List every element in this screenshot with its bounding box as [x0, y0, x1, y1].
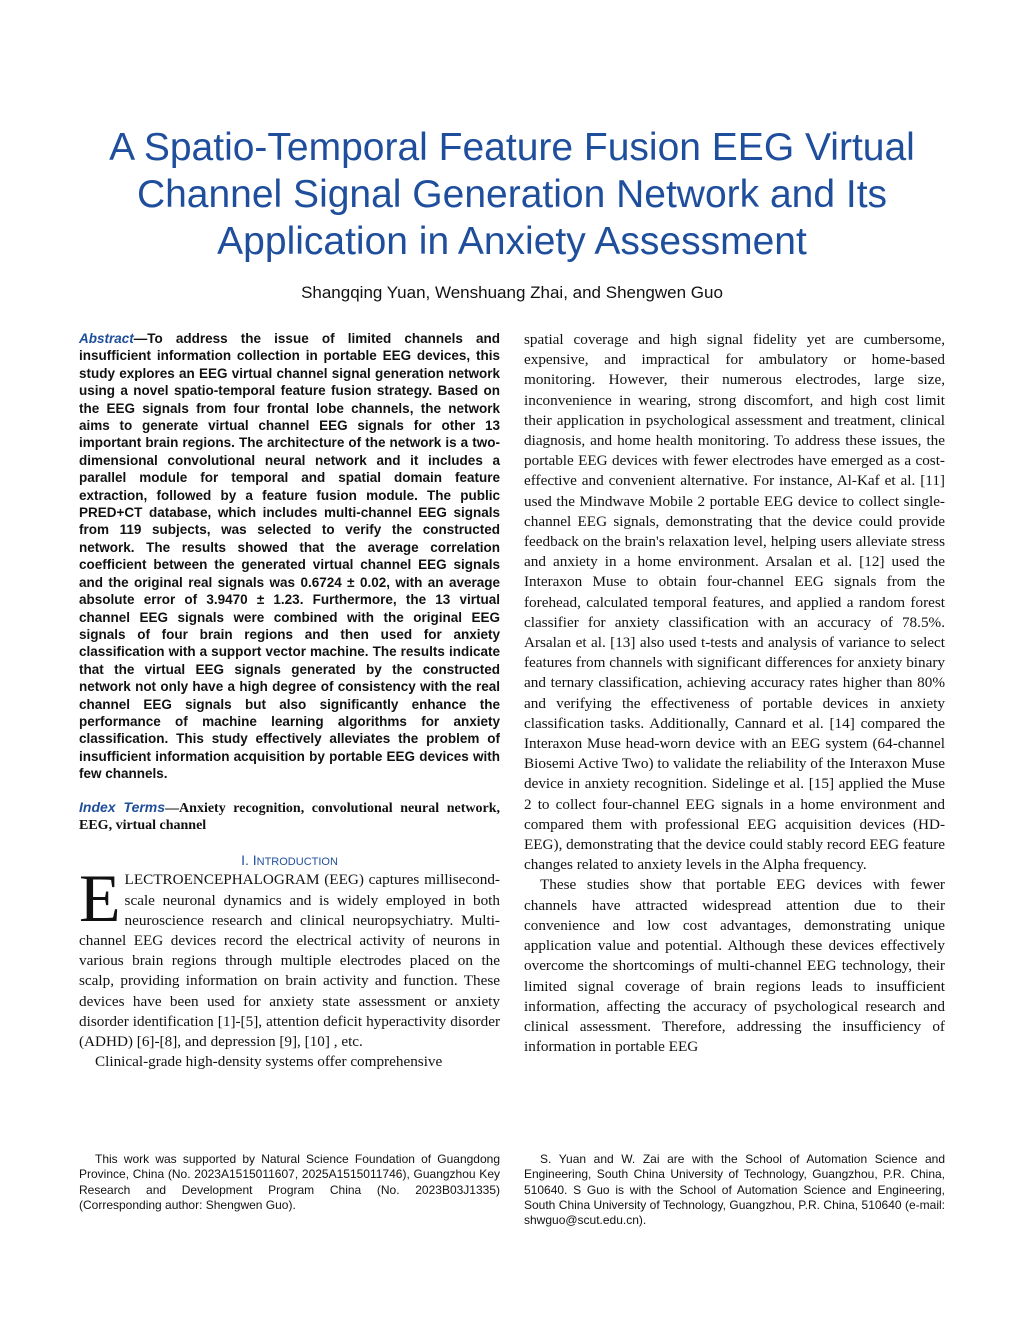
abstract-text: —To address the issue of limited channels and insufficient information collection in portable EEG devices, this study explores an EEG virtual channel signal generation network using a novel spatio-temporal feature fusion strategy. Based on the EEG signals from four frontal lobe channels, the network aims to generate virtual channel EEG signals for other 13 important brain regions. The architecture of the network is a two-dimensional convolutional neural network and it includes a parallel module for temporal and spatial domain feature extraction, followed by a feature fusion module. The public PRED+CT database, which includes multi-channel EEG signals from 119 subjects, was selected to verify the constructed network. The results showed that the average correlation coefficient between the generated virtual channel EEG signals and the original real signals was 0.6724 ± 0.02, with an average absolute error of 3.9470 ± 1.23. Furthermore, the 13 virtual channel EEG signals were combined with the original EEG signals of four brain regions and then used for anxiety classification with a support vector machine. The results indicate that the virtual EEG signals generated by the constructed network not only have a high degree of consistency with the real channel EEG signals but also significantly enhance the performance of machine learning algorithms for anxiety classification. This study effectively alleviates the problem of insufficient information acquisition by portable EEG devices with few channels. — [79, 331, 500, 782]
abstract — [79, 330, 500, 783]
abstract-label: Abstract — [79, 331, 134, 346]
right-column — [524, 330, 945, 1057]
index-terms — [79, 799, 500, 835]
author-list: Shangqing Yuan, Wenshuang Zhai, and Shengwen Guo — [301, 283, 723, 302]
right-paragraph-1: spatial coverage and high signal fidelity yet are cumbersome, expensive, and impractical for ambulatory or home-based monitoring. However, their numerous electrodes, large size, inconvenience in wearing, strong discomfort, and high cost limit their application in psychological assessment and treatment, clinical diagnosis, and home health monitoring. To address these issues, the portable EEG devices with fewer electrodes have emerged as a cost-effective and convenient alternative. For instance, Al-Kaf et al. [11] used the Mindwave Mobile 2 portable EEG device to collect single-channel EEG signals, demonstrating that the device could provide feedback on the brain's relaxation level, helping users alleviate stress and anxiety in a home environment. Arsalan et al. [12] used the Interaxon Muse to obtain four-channel EEG signals from the forehead, calculated temporal features, and applied a random forest classifier for anxiety classification with an accuracy of 78.5%. Arsalan et al. [13] also used t-tests and analysis of variance to select features from channels with significant differences for anxiety binary and ternary classification, achieving accuracy rates higher than 80% and verifying the effectiveness of portable devices in anxiety classification tasks. Additionally, Cannard et al. [14] compared the Interaxon Muse head-worn device with an EEG system (64-channel Biosemi Active Two) to validate the reliability of the Interaxon Muse device in anxiety recognition. Sidelinge et al. [15] applied the Muse 2 to collect four-channel EEG signals in a home environment and compared them with professional EEG acquisition devices (HD-EEG), demonstrating that the device could stably record EEG feature changes related to anxiety levels in the Alpha frequency. — [524, 331, 945, 874]
title-line: Application in Anxiety Assessment — [217, 220, 807, 263]
section-heading-introduction: I. INTRODUCTION — [241, 852, 338, 869]
left-column — [79, 330, 500, 1072]
index-terms-label: Index Terms — [79, 798, 166, 815]
title-line: A Spatio-Temporal Feature Fusion EEG Virtual — [109, 126, 915, 169]
drop-cap: E — [79, 860, 121, 937]
right-paragraph-2: These studies show that portable EEG devices with fewer channels have attracted widespread attention due to their convenience and low cost advantages, demonstrating unique application value and potential. Although these devices effectively overcome the shortcomings of multi-channel EEG technology, their limited signal coverage of brain regions leads to insufficient information, affecting the accuracy of psychological research and clinical assessment. Therefore, addressing the insufficiency of information in portable EEG — [524, 876, 945, 1056]
index-terms-text: —Anxiety recognition, convolutional neural network, EEG, virtual channel — [79, 800, 500, 833]
title-line: Channel Signal Generation Network and Its — [136, 173, 888, 216]
paper-title — [60, 124, 964, 265]
intro-paragraph-2: Clinical-grade high-density systems offer comprehensive — [95, 1053, 443, 1071]
funding-footnote: This work was supported by Natural Science Foundation of Guangdong Province, China (No. 2023A1515011607, 2025A1515011746), Guangzhou Key Research and Development Program China (No. 2023B03J1335) (Corresponding author: Shengwen Guo). — [79, 1152, 500, 1212]
intro-paragraph-1-text: LECTROENCEPHALOGRAM (EEG) captures millisecond-scale neuronal dynamics and is widely employed in both neuroscience research and clinical neuropsychiatry. Multi-channel EEG devices record the electrical activity of neurons in various brain regions through multiple electrodes placed on the scalp, providing information on brain activity and function. These devices have been used for anxiety state assessment or anxiety disorder identification [1]-[5], attention deficit hyperactivity disorder (ADHD) [6]-[8], and depression [9], [10] , etc. — [79, 871, 500, 1050]
affiliation-footnote: S. Yuan and W. Zai are with the School of Automation Science and Engineering, South China University of Technology, Guangzhou, P.R. China, 510640. S Guo is with the School of Automation Science and Engineering, South China University of Technology, Guangzhou, P.R. China, 510640 (e-mail: shwguo@scut.edu.cn). — [524, 1152, 945, 1228]
